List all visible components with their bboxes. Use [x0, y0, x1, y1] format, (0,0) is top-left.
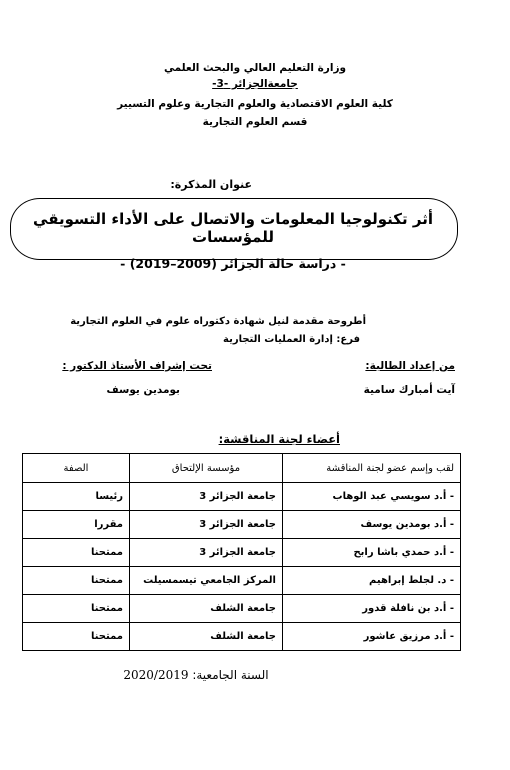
department-line: قسم العلوم التجارية [202, 116, 308, 128]
member-institution: جامعة الجزائر 3 [130, 511, 283, 539]
member-institution: جامعة الجزائر 3 [130, 483, 283, 511]
thesis-branch-line: فرع: إدارة العمليات التجارية [223, 334, 360, 345]
academic-year [0, 668, 392, 682]
supervisor-name: بومدين يوسف [106, 384, 180, 396]
academic-year-value: 2020/2019 [123, 668, 189, 682]
table-row [23, 623, 461, 651]
column-header-name: لقب وإسم عضو لجنة المناقشة [283, 454, 461, 483]
column-header-role: الصفة [23, 454, 130, 483]
member-name: - أ.د حمدي باشا رابح [283, 539, 461, 567]
university-line [0, 78, 510, 90]
member-name: - د. لجلط إبراهيم [283, 567, 461, 595]
member-role: ممتحنا [23, 623, 130, 651]
member-name: - أ.د سويسي عبد الوهاب [283, 483, 461, 511]
member-role: ممتحنا [23, 567, 130, 595]
member-institution: المركز الجامعي تيسمسيلت [130, 567, 283, 595]
table-row [23, 483, 461, 511]
thesis-subtitle: - دراسة حالة الجزائر (2009–2019) - [120, 256, 346, 271]
faculty-line: كلية العلوم الاقتصادية والعلوم التجارية وعلوم التسيير [117, 98, 393, 110]
jury-table [22, 453, 461, 651]
member-role: ممتحنا [23, 595, 130, 623]
table-row [23, 511, 461, 539]
table-row [23, 567, 461, 595]
column-header-institution: مؤسسة الإلتحاق [130, 454, 283, 483]
jury-title: أعضاء لجنة المناقشة: [218, 432, 340, 446]
university-name: جامعةالجزائر -3- [212, 78, 298, 90]
table-header-row [23, 454, 461, 483]
member-institution: جامعة الشلف [130, 595, 283, 623]
table-row [23, 539, 461, 567]
member-institution: جامعة الشلف [130, 623, 283, 651]
student-name: آيت أمبارك سامية [363, 384, 455, 396]
table-row [23, 595, 461, 623]
prepared-by-label: من إعداد الطالبة: [365, 360, 455, 372]
member-role: ممتحنا [23, 539, 130, 567]
thesis-title: أثر تكنولوجيا المعلومات والاتصال على الأداء التسويقي للمؤسسات [33, 210, 433, 246]
member-institution: جامعة الجزائر 3 [130, 539, 283, 567]
member-name: - أ.د مرزيق عاشور [283, 623, 461, 651]
member-name: - أ.د بن نافلة قدور [283, 595, 461, 623]
member-name: - أ.د بومدين يوسف [283, 511, 461, 539]
academic-year-label: السنة الجامعية: [192, 668, 269, 682]
member-role: مقررا [23, 511, 130, 539]
ministry-line: وزارة التعليم العالي والبحث العلمي [163, 62, 347, 74]
member-role: رئيسا [23, 483, 130, 511]
supervisor-label: تحت إشراف الأستاذ الدكتور : [62, 360, 212, 372]
thesis-degree-line: أطروحة مقدمة لنيل شهادة دكتوراه علوم في العلوم التجارية [70, 316, 366, 327]
memo-title-label: عنوان المذكرة: [170, 178, 252, 191]
